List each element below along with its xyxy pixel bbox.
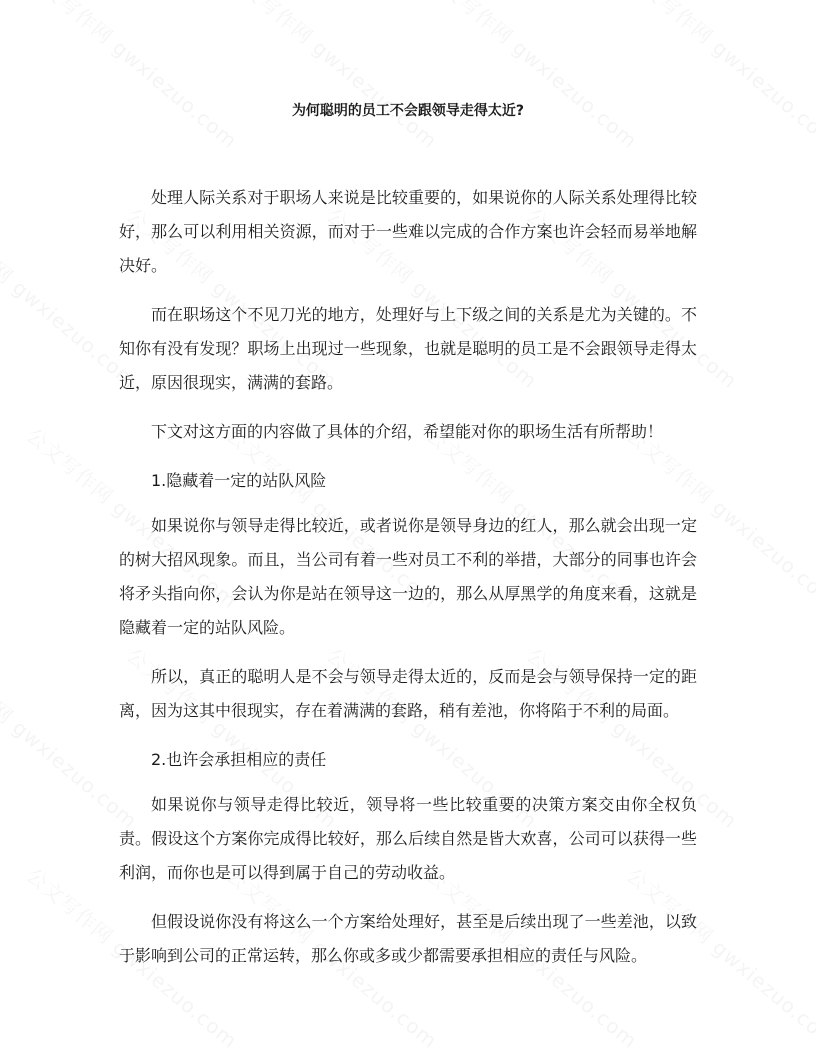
watermark [21, 0, 244, 154]
watermark [421, 0, 644, 154]
body-paragraph: 如果说你与领导走得比较近，领导将一些比较重要的决策方案交由你全权负责。假设这个方案你完成得比较好，那么后续自然是皆大欢喜，公司可以获得一些利润，而你也是可以得到属于自己的劳动收益。 [119, 795, 697, 882]
body-paragraph: 所以，真正的聪明人是不会与领导走得太近的，反而是会与领导保持一定的距离，因为这其中很现实，存在着满满的套路，稍有差池，你将陷于不利的局面。 [119, 667, 697, 720]
document-title: 为何聪明的员工不会跟领导走得太近? [291, 103, 525, 119]
body-paragraph: 如果说你与领导走得比较近，或者说你是领导身边的红人，那么就会出现一定的树大招风现象。而且，当公司有着一些对员工不利的举措，大部分的同事也许会将矛头指向你，会认为你是站在领导这一边的，那么从厚黑学的角度来看，这就是隐藏着一定的站队风险。 [119, 516, 697, 637]
section-heading: 1.隐藏着一定的站队风险 [151, 471, 327, 490]
document-body [119, 181, 697, 988]
body-paragraph: 而在职场这个不见刀光的地方，处理好与上下级之间的关系是尤为关键的。不知你有没有发现？职场上出现过一些现象，也就是聪明的员工是不会跟领导走得太近，原因很现实，满满的套路。 [119, 305, 697, 392]
body-paragraph: 处理人际关系对于职场人来说是比较重要的，如果说你的人际关系处理得比较好，那么可以利用相关资源，而对于一些难以完成的合作方案也许会轻而易举地解决好。 [119, 188, 697, 275]
body-paragraph: 但假设说你没有将这么一个方案给处理好，甚至是后续出现了一些差池，以致于影响到公司的正常运转，那么你或多或少都需要承担相应的责任与风险。 [119, 912, 697, 965]
watermark [221, 0, 444, 154]
watermark [621, 0, 816, 154]
section-heading: 2.也许会承担相应的责任 [151, 750, 327, 769]
body-paragraph: 下文对这方面的内容做了具体的介绍，希望能对你的职场生活有所帮助！ [151, 422, 664, 441]
